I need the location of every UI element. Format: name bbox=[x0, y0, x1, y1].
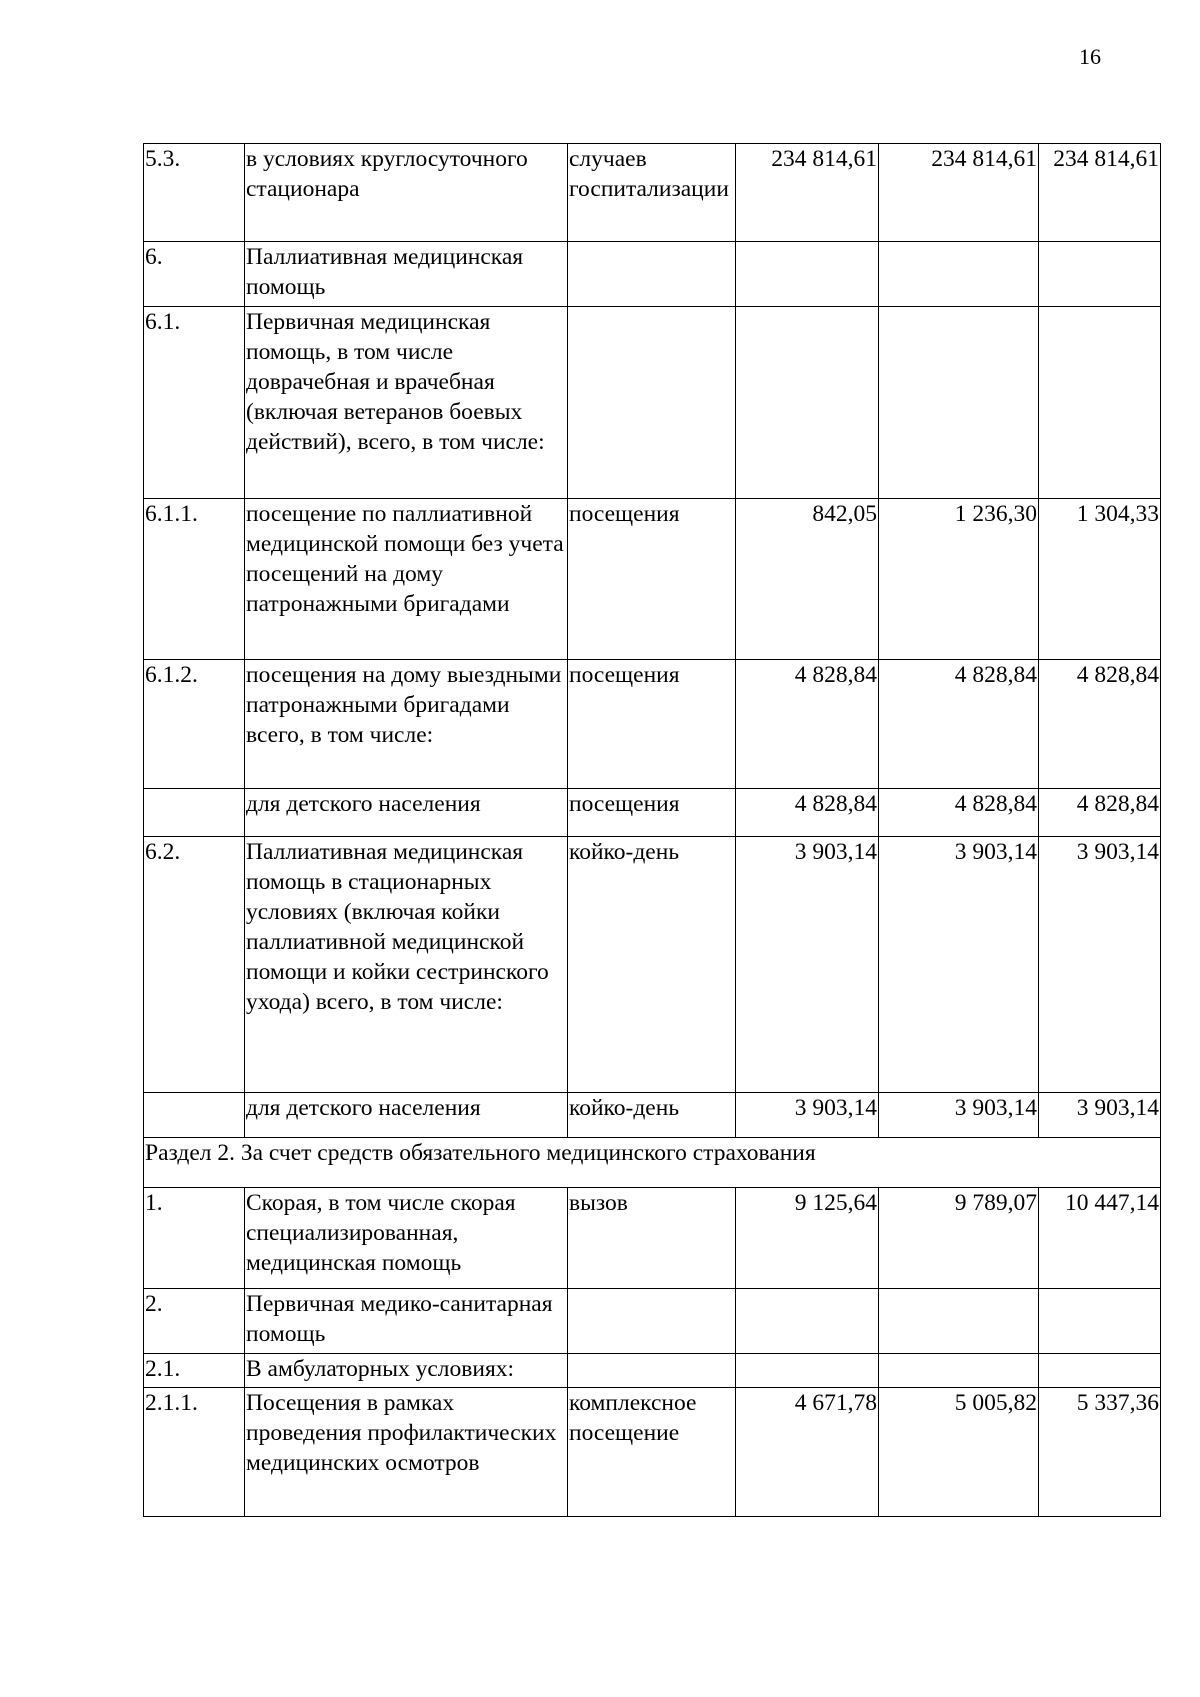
table-row bbox=[144, 1188, 1161, 1289]
row-value-2: 9 789,07 bbox=[879, 1188, 1039, 1289]
section-title: Раздел 2. За счет средств обязательного медицинского страхования bbox=[144, 1138, 1161, 1188]
row-value-3: 4 828,84 bbox=[1039, 660, 1161, 789]
row-code bbox=[144, 789, 245, 837]
row-value-3: 3 903,14 bbox=[1039, 1093, 1161, 1138]
table-row bbox=[144, 1093, 1161, 1138]
row-value-3: 10 447,14 bbox=[1039, 1188, 1161, 1289]
row-code: 6.1.1. bbox=[144, 499, 245, 660]
row-unit: койко-день bbox=[568, 837, 736, 1093]
row-value-1: 4 671,78 bbox=[736, 1388, 879, 1517]
row-code: 6.1. bbox=[144, 307, 245, 499]
page-number: 16 bbox=[1079, 44, 1101, 69]
row-value-1 bbox=[736, 1354, 879, 1388]
row-name: Посещения в рамках проведения профилактических медицинских осмотров bbox=[245, 1388, 568, 1517]
row-value-1: 9 125,64 bbox=[736, 1188, 879, 1289]
row-value-1 bbox=[736, 307, 879, 499]
row-value-3: 3 903,14 bbox=[1039, 837, 1161, 1093]
row-unit bbox=[568, 242, 736, 307]
row-value-1: 234 814,61 bbox=[736, 144, 879, 242]
table-row bbox=[144, 1289, 1161, 1354]
table-row bbox=[144, 499, 1161, 660]
table-row bbox=[144, 242, 1161, 307]
row-value-3: 234 814,61 bbox=[1039, 144, 1161, 242]
table-row bbox=[144, 1354, 1161, 1388]
table-row bbox=[144, 789, 1161, 837]
table-row bbox=[144, 1388, 1161, 1517]
row-value-1: 3 903,14 bbox=[736, 837, 879, 1093]
row-value-2 bbox=[879, 242, 1039, 307]
row-value-1: 4 828,84 bbox=[736, 660, 879, 789]
row-code: 6.2. bbox=[144, 837, 245, 1093]
row-value-2: 4 828,84 bbox=[879, 789, 1039, 837]
row-value-2: 5 005,82 bbox=[879, 1388, 1039, 1517]
row-unit bbox=[568, 1354, 736, 1388]
row-name: для детского населения bbox=[245, 1093, 568, 1138]
tariff-table bbox=[143, 143, 1161, 1517]
row-name: Первичная медицинская помощь, в том числе доврачебная и врачебная (включая ветеранов боевых действий), всего, в том числе: bbox=[245, 307, 568, 499]
row-value-2: 234 814,61 bbox=[879, 144, 1039, 242]
table-body bbox=[144, 144, 1161, 1517]
table-row bbox=[144, 307, 1161, 499]
row-name: в условиях круглосуточного стационара bbox=[245, 144, 568, 242]
row-code: 2. bbox=[144, 1289, 245, 1354]
row-name: для детского населения bbox=[245, 789, 568, 837]
row-code: 6. bbox=[144, 242, 245, 307]
row-name: посещение по паллиативной медицинской помощи без учета посещений на дому патронажными бригадами bbox=[245, 499, 568, 660]
row-value-1: 4 828,84 bbox=[736, 789, 879, 837]
row-name: посещения на дому выездными патронажными бригадами всего, в том числе: bbox=[245, 660, 568, 789]
row-unit bbox=[568, 307, 736, 499]
row-value-2 bbox=[879, 307, 1039, 499]
row-code: 5.3. bbox=[144, 144, 245, 242]
row-value-2: 3 903,14 bbox=[879, 837, 1039, 1093]
table-row bbox=[144, 144, 1161, 242]
row-name: Первичная медико-санитарная помощь bbox=[245, 1289, 568, 1354]
row-value-3: 4 828,84 bbox=[1039, 789, 1161, 837]
row-value-3 bbox=[1039, 242, 1161, 307]
row-value-2: 1 236,30 bbox=[879, 499, 1039, 660]
table-row bbox=[144, 660, 1161, 789]
row-code: 6.1.2. bbox=[144, 660, 245, 789]
row-unit: вызов bbox=[568, 1188, 736, 1289]
row-unit: посещения bbox=[568, 789, 736, 837]
row-value-3: 5 337,36 bbox=[1039, 1388, 1161, 1517]
row-value-2 bbox=[879, 1354, 1039, 1388]
table-row bbox=[144, 837, 1161, 1093]
row-value-2 bbox=[879, 1289, 1039, 1354]
row-value-3 bbox=[1039, 307, 1161, 499]
row-name: В амбулаторных условиях: bbox=[245, 1354, 568, 1388]
row-code bbox=[144, 1093, 245, 1138]
row-name: Скорая, в том числе скорая специализированная, медицинская помощь bbox=[245, 1188, 568, 1289]
row-value-3: 1 304,33 bbox=[1039, 499, 1161, 660]
row-unit: случаев госпитализации bbox=[568, 144, 736, 242]
row-name: Паллиативная медицинская помощь в стационарных условиях (включая койки паллиативной медицинской помощи и койки сестринского ухода) всего, в том числе: bbox=[245, 837, 568, 1093]
row-value-1 bbox=[736, 242, 879, 307]
row-value-1: 3 903,14 bbox=[736, 1093, 879, 1138]
row-code: 1. bbox=[144, 1188, 245, 1289]
row-value-3 bbox=[1039, 1289, 1161, 1354]
row-unit: посещения bbox=[568, 660, 736, 789]
row-unit: койко-день bbox=[568, 1093, 736, 1138]
row-value-1 bbox=[736, 1289, 879, 1354]
row-value-1: 842,05 bbox=[736, 499, 879, 660]
section-row bbox=[144, 1138, 1161, 1188]
row-value-2: 4 828,84 bbox=[879, 660, 1039, 789]
row-name: Паллиативная медицинская помощь bbox=[245, 242, 568, 307]
row-value-3 bbox=[1039, 1354, 1161, 1388]
row-unit: комплексное посещение bbox=[568, 1388, 736, 1517]
row-code: 2.1.1. bbox=[144, 1388, 245, 1517]
row-value-2: 3 903,14 bbox=[879, 1093, 1039, 1138]
row-code: 2.1. bbox=[144, 1354, 245, 1388]
row-unit: посещения bbox=[568, 499, 736, 660]
row-unit bbox=[568, 1289, 736, 1354]
